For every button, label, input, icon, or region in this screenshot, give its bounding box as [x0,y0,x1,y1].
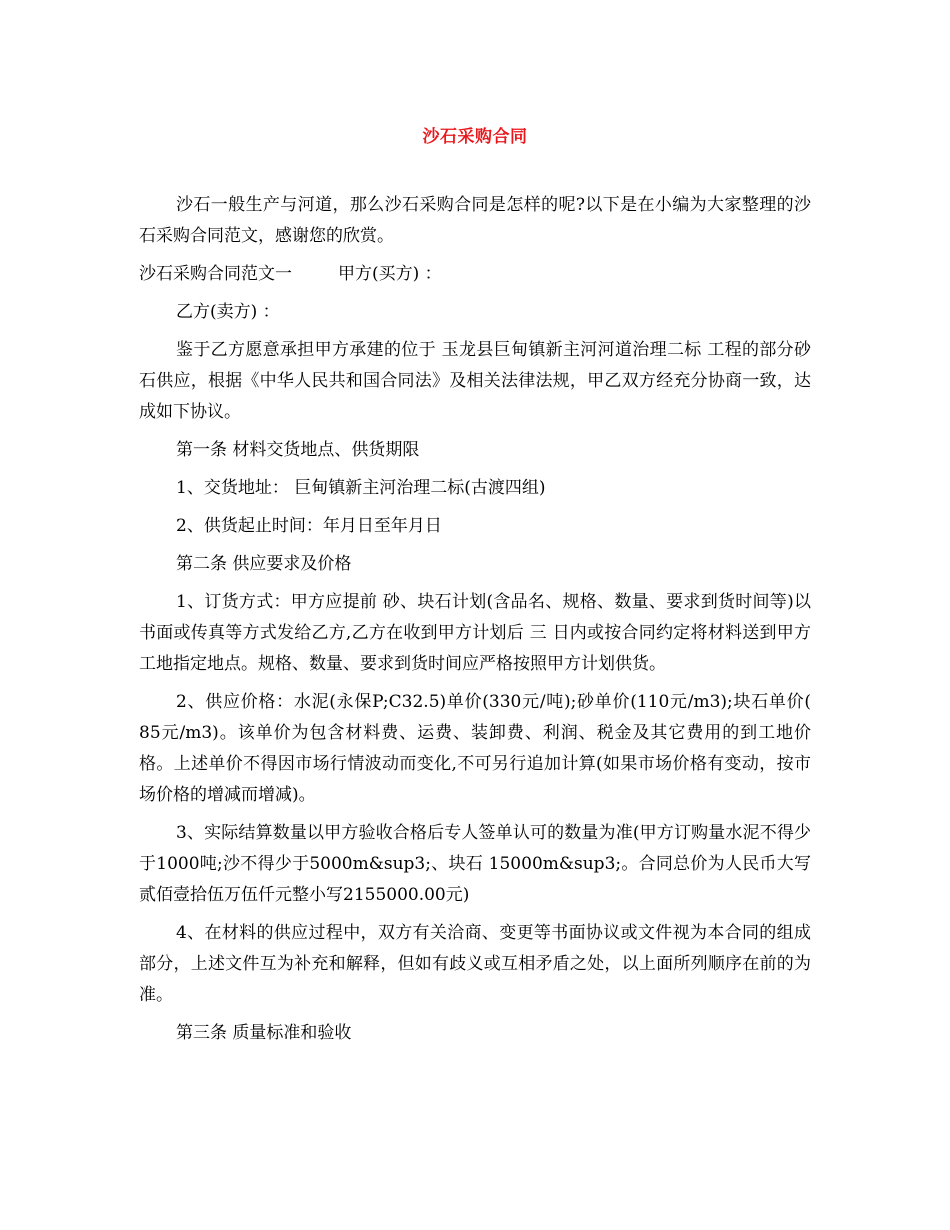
party-a-label: 甲方(买方) ： [338,264,442,284]
article-2-item-3: 3、实际结算数量以甲方验收合格后专人签单认可的数量为准(甲方订购量水泥不得少于1000吨;沙不得少于5000m&sup3;、块石 15000m&sup3;。合同总价为人民币大写贰佰壹拾伍万伍仟元整小写2155000.00元) [139,823,811,905]
article-2-item-1: 1、订货方式：甲方应提前 砂、块石计划(含品名、规格、数量、要求到货时间等)以书面或传真等方式发给乙方,乙方在收到甲方计划后 三 日内或按合同约定将材料送到甲方工地指定地点。规格、数量、要求到货时间应严格按照甲方计划供货。 [139,592,811,674]
document-title: 沙石采购合同 [422,127,528,147]
article-2-item-4: 4、在材料的供应过程中，双方有关洽商、变更等书面协议或文件视为本合同的组成部分，上述文件互为补充和解释，但如有歧义或互相矛盾之处，以上面所列顺序在前的为准。 [139,923,811,1005]
contract-heading-line [139,259,811,290]
article-1-heading: 第一条 材料交货地点、供货期限 [176,440,420,460]
article-2-item-2: 2、供应价格：水泥(永保P;C32.5)单价(330元/吨);砂单价(110元/m3);块石单价( 85元/m3)。该单价为包含材料费、运费、装卸费、利润、税金及其它费用的到工地价格。上述单价不得因市场行情波动而变化,不可另行追加计算(如果市场价格有变动，按市场价格的增减而增减)。 [139,692,811,805]
document-body [139,190,811,1056]
article-2-heading: 第二条 供应要求及价格 [176,554,352,574]
article-3-heading: 第三条 质量标准和验收 [176,1023,352,1043]
template-label: 沙石采购合同范文一 [139,264,292,284]
intro-paragraph: 沙石一般生产与河道，那么沙石采购合同是怎样的呢?以下是在小编为大家整理的沙石采购合同范文，感谢您的欣赏。 [139,195,811,246]
preamble-paragraph: 鉴于乙方愿意承担甲方承建的位于 玉龙县巨甸镇新主河河道治理二标 工程的部分砂石供应，根据《中华人民共和国合同法》及相关法律法规，甲乙双方经充分协商一致，达成如下协议。 [139,340,811,422]
article-1-item-1: 1、交货地址： 巨甸镇新主河治理二标(古渡四组) [176,478,546,498]
article-1-item-2: 2、供货起止时间：年月日至年月日 [176,516,442,536]
party-b-label: 乙方(卖方) ： [176,302,280,322]
